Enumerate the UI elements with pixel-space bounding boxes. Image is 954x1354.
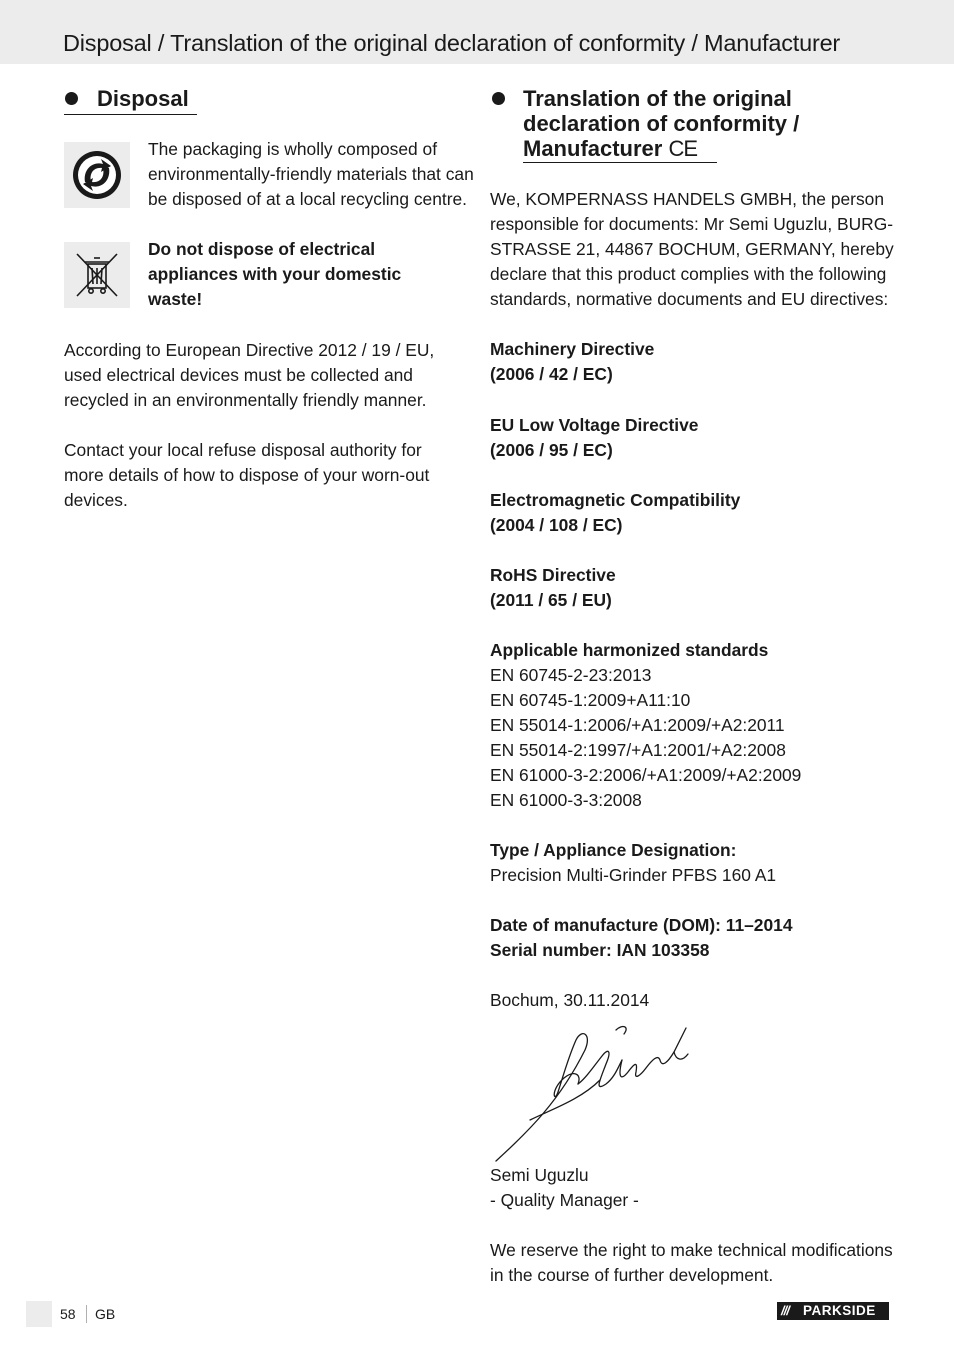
logo-stripes-icon: /// <box>781 1303 789 1318</box>
page-title: Disposal / Translation of the original declaration of conformity / Manufacturer <box>63 30 841 56</box>
signatory-block <box>490 1163 639 1213</box>
contact-line: more details of how to dispose of your worn-out <box>64 465 430 485</box>
intro-line: responsible for documents: Mr Semi Uguzlu, BURG- <box>490 214 894 234</box>
recycling-icon <box>64 142 130 208</box>
standard-item: EN 60745-1:2009+A11:10 <box>490 690 691 710</box>
standard-item: EN 60745-2-23:2013 <box>490 665 652 685</box>
signatory-role: - Quality Manager - <box>490 1190 639 1210</box>
standard-item: EN 61000-3-2:2006/+A1:2009/+A2:2009 <box>490 765 802 785</box>
recycling-text <box>148 137 474 212</box>
disposal-heading: Disposal <box>97 86 189 111</box>
directive-name: RoHS Directive <box>490 565 616 585</box>
directive-line: recycled in an environmentally friendly manner. <box>64 390 427 410</box>
intro-line: standards, normative documents and EU directives: <box>490 289 889 309</box>
directive-name: Machinery Directive <box>490 339 655 359</box>
directive-block <box>490 413 698 463</box>
intro-line: We, KOMPERNASS HANDELS GMBH, the person <box>490 189 884 209</box>
weee-warning-line: Do not dispose of electrical <box>148 239 376 259</box>
type-heading: Type / Appliance Designation: <box>490 840 737 860</box>
reserve-line: We reserve the right to make technical modifications <box>490 1240 893 1260</box>
conformity-heading-line: Translation of the original <box>523 86 792 111</box>
bullet-icon <box>492 92 505 105</box>
reserve-notice <box>490 1238 893 1288</box>
contact-line: devices. <box>64 490 128 510</box>
directive-name: EU Low Voltage Directive <box>490 415 699 435</box>
conformity-heading-underline <box>523 162 717 163</box>
brand-name: PARKSIDE <box>803 1303 876 1318</box>
directive-paragraph <box>64 338 434 413</box>
conformity-heading-line <box>523 136 799 161</box>
standard-item: EN 55014-2:1997/+A1:2001/+A2:2008 <box>490 740 786 760</box>
disposal-heading-underline <box>64 114 197 115</box>
page-number: 58 <box>60 1306 76 1322</box>
standards-heading: Applicable harmonized standards <box>490 640 769 660</box>
recycling-text-line: environmentally-friendly materials that can <box>148 164 474 184</box>
reserve-line: in the course of further development. <box>490 1265 774 1285</box>
conformity-heading-line: declaration of conformity / <box>523 111 800 136</box>
footer-divider <box>86 1305 87 1323</box>
language-code: GB <box>95 1306 116 1322</box>
directive-block <box>490 563 616 613</box>
manufacture-block <box>490 913 793 963</box>
directive-line: According to European Directive 2012 / 19 / EU, <box>64 340 435 360</box>
conformity-intro <box>490 187 894 312</box>
recycling-text-line: be disposed of at a local recycling centre. <box>148 189 468 209</box>
directive-code: (2006 / 95 / EC) <box>490 440 613 460</box>
signatory-name: Semi Uguzlu <box>490 1165 589 1185</box>
standard-item: EN 61000-3-3:2008 <box>490 790 642 810</box>
signature-image <box>490 1020 700 1165</box>
directive-line: used electrical devices must be collected and <box>64 365 413 385</box>
directive-code: (2011 / 65 / EU) <box>490 590 612 610</box>
serial-number: Serial number: IAN 103358 <box>490 940 710 960</box>
contact-line: Contact your local refuse disposal authority for <box>64 440 422 460</box>
weee-bin-icon <box>64 242 130 308</box>
weee-warning <box>148 237 401 312</box>
standard-item: EN 55014-1:2006/+A1:2009/+A2:2011 <box>490 715 785 735</box>
intro-line: declare that this product complies with the following <box>490 264 887 284</box>
place-date: Bochum, 30.11.2014 <box>490 990 650 1010</box>
type-value: Precision Multi-Grinder PFBS 160 A1 <box>490 865 777 885</box>
recycling-text-line: The packaging is wholly composed of <box>148 139 438 159</box>
date-of-manufacture: Date of manufacture (DOM): 11–2014 <box>490 915 793 935</box>
footer-marker <box>26 1301 52 1327</box>
bullet-icon <box>65 92 78 105</box>
directive-block <box>490 337 654 387</box>
type-block <box>490 838 776 888</box>
weee-warning-line: waste! <box>148 289 203 309</box>
directive-name: Electromagnetic Compatibility <box>490 490 741 510</box>
weee-warning-line: appliances with your domestic <box>148 264 402 284</box>
standards-block <box>490 638 801 813</box>
contact-paragraph <box>64 438 429 513</box>
conformity-heading-manufacturer: Manufacturer <box>523 136 663 161</box>
parkside-logo <box>777 1302 889 1320</box>
directive-code: (2006 / 42 / EC) <box>490 364 613 384</box>
ce-mark-icon: CE <box>668 136 698 161</box>
intro-line: STRASSE 21, 44867 BOCHUM, GERMANY, hereby <box>490 239 894 259</box>
conformity-heading <box>523 86 799 161</box>
directive-code: (2004 / 108 / EC) <box>490 515 623 535</box>
directive-block <box>490 488 740 538</box>
